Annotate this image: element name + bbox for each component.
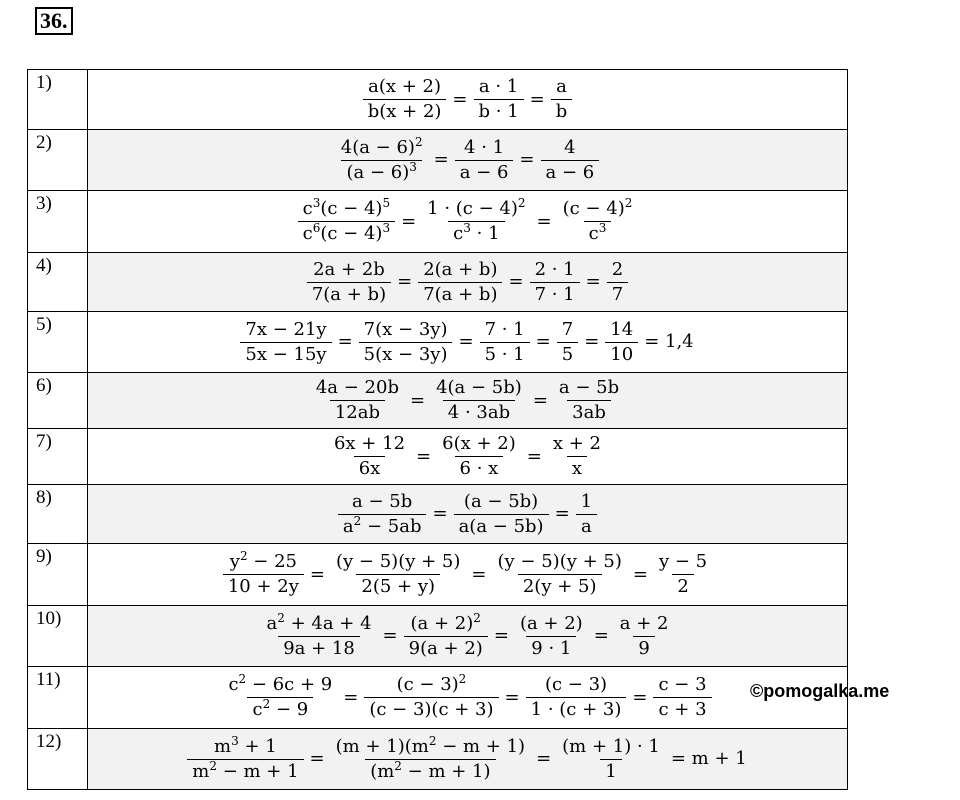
table-row xyxy=(28,253,848,312)
fraction xyxy=(307,260,391,305)
expression xyxy=(240,320,694,365)
table-row xyxy=(28,191,848,253)
operator: = xyxy=(554,503,570,525)
denominator: 10 + 2y xyxy=(223,574,304,597)
fraction xyxy=(261,610,376,659)
expression xyxy=(298,196,638,244)
denominator: 9a + 18 xyxy=(278,636,360,659)
row-number: 2) xyxy=(28,130,88,191)
denominator: 6x xyxy=(354,456,386,479)
operator: = xyxy=(526,445,542,467)
table-row xyxy=(28,130,848,191)
numerator: $(a + 2)^2$ xyxy=(410,610,481,634)
numerator: 6(x + 2) xyxy=(442,433,516,455)
fraction xyxy=(422,196,530,244)
denominator: $m^2 - m + 1$ xyxy=(187,759,303,782)
fraction xyxy=(431,378,527,423)
fraction xyxy=(336,134,428,183)
denominator: $(m^2 - m + 1)$ xyxy=(365,759,495,782)
numerator: $m^3 + 1$ xyxy=(214,733,277,757)
fraction xyxy=(418,260,502,305)
denominator: 4 · 3ab xyxy=(443,400,515,423)
denominator: 2 xyxy=(672,574,693,597)
row-number: 8) xyxy=(28,485,88,544)
fraction xyxy=(311,378,404,423)
table-row xyxy=(28,667,848,729)
numerator: 2(a + b) xyxy=(423,258,498,280)
operator: = xyxy=(433,149,449,171)
expression xyxy=(187,733,747,782)
operator: = xyxy=(504,686,520,708)
table-row xyxy=(28,606,848,667)
denominator: 5x − 15y xyxy=(240,342,331,365)
numerator: $a^2 + 4a + 4$ xyxy=(266,610,372,634)
fraction xyxy=(653,675,711,720)
numerator: c − 3 xyxy=(658,674,707,696)
numerator: 7(x − 3y) xyxy=(363,318,448,340)
operator: = xyxy=(529,88,545,110)
expression xyxy=(363,77,573,122)
expression-cell xyxy=(88,485,848,544)
denominator: 1 · (c + 3) xyxy=(526,697,627,720)
denominator: b xyxy=(551,99,573,122)
operator: = xyxy=(401,210,417,232)
denominator: 9 xyxy=(633,636,654,659)
fraction xyxy=(359,320,453,365)
denominator: $c^3$ xyxy=(584,221,612,244)
numerator: 4(a − 5b) xyxy=(436,377,522,399)
expression-cell xyxy=(88,253,848,312)
numerator: $4(a - 6)^2$ xyxy=(340,134,423,158)
denominator: 7(a + b) xyxy=(307,282,391,305)
fraction xyxy=(557,320,578,365)
numerator: $c^2 - 6c + 9$ xyxy=(228,672,333,696)
operator: = xyxy=(343,686,359,708)
numerator: (a + 2) xyxy=(519,612,583,634)
denominator: (c − 3)(c + 3) xyxy=(364,697,498,720)
expression-cell xyxy=(88,667,848,729)
denominator: c + 3 xyxy=(653,697,711,720)
numerator: a − 5b xyxy=(352,490,413,512)
numerator: (y − 5)(y + 5) xyxy=(497,551,622,573)
row-number: 1) xyxy=(28,70,88,130)
denominator: 7(a + b) xyxy=(418,282,502,305)
fraction xyxy=(554,378,624,423)
numerator: $1 \cdot (c - 4)^2$ xyxy=(427,196,526,220)
denominator: 1 xyxy=(600,759,621,782)
numerator: a · 1 xyxy=(478,76,519,98)
operator: = xyxy=(309,748,325,770)
denominator: b(x + 2) xyxy=(363,99,447,122)
operator: = xyxy=(397,271,413,293)
table-row xyxy=(28,373,848,429)
fraction xyxy=(363,77,447,122)
numerator: $y^2 - 25$ xyxy=(229,549,298,573)
fraction xyxy=(187,733,303,782)
operator: = xyxy=(536,748,552,770)
table-row xyxy=(28,312,848,373)
numerator: 4a − 20b xyxy=(315,377,399,399)
numerator: a − 5b xyxy=(558,377,620,399)
operator: = xyxy=(632,563,648,585)
denominator: 5 · 1 xyxy=(480,342,530,365)
numerator: 2 xyxy=(611,258,624,280)
exercise-number: 36. xyxy=(35,7,73,35)
expression xyxy=(336,134,599,183)
numerator: 1 xyxy=(580,490,593,512)
numerator: a xyxy=(556,76,567,98)
denominator: 5 xyxy=(557,342,578,365)
numerator: 4 xyxy=(564,136,576,158)
numerator: y − 5 xyxy=(658,551,708,573)
table-row xyxy=(28,429,848,485)
fraction xyxy=(526,675,627,720)
numerator: 7 · 1 xyxy=(484,318,525,340)
fraction xyxy=(331,552,465,597)
operator: = xyxy=(471,563,487,585)
numerator: $(c - 3)^2$ xyxy=(396,672,467,696)
operator: = xyxy=(632,686,648,708)
fraction xyxy=(530,260,580,305)
expression-cell xyxy=(88,606,848,667)
numerator: a + 2 xyxy=(619,612,669,634)
fraction xyxy=(298,196,395,244)
row-number: 4) xyxy=(28,253,88,312)
row-number: 3) xyxy=(28,191,88,253)
denominator: $c^2 - 9$ xyxy=(247,697,313,720)
row-number: 9) xyxy=(28,544,88,606)
operator: = xyxy=(532,389,548,411)
numerator: (y − 5)(y + 5) xyxy=(336,551,461,573)
numerator: 7 xyxy=(561,318,574,340)
expression xyxy=(338,492,597,537)
row-number: 6) xyxy=(28,373,88,429)
operator: = xyxy=(337,331,353,353)
row-number: 7) xyxy=(28,429,88,485)
numerator: $c^3(c - 4)^5$ xyxy=(302,196,391,220)
operator: = xyxy=(432,503,448,525)
denominator: 9(a + 2) xyxy=(404,636,488,659)
fraction xyxy=(223,549,304,597)
row-number: 11) xyxy=(28,667,88,729)
operator: = xyxy=(519,149,535,171)
denominator: 2(y + 5) xyxy=(518,574,602,597)
fraction xyxy=(474,77,524,122)
expression-cell xyxy=(88,70,848,130)
row-number: 5) xyxy=(28,312,88,373)
fraction xyxy=(329,434,410,479)
expression-cell xyxy=(88,130,848,191)
operator: = xyxy=(309,563,326,585)
fraction xyxy=(605,320,638,365)
expression-cell xyxy=(88,729,848,790)
denominator: a − 6 xyxy=(455,160,514,183)
fraction xyxy=(493,552,627,597)
operator: = xyxy=(409,389,426,411)
fraction xyxy=(331,733,530,782)
numerator: 6x + 12 xyxy=(333,433,406,455)
numerator: (m + 1) · 1 xyxy=(562,735,660,757)
operator: = xyxy=(382,625,398,647)
fraction xyxy=(615,614,674,659)
denominator: a(a − 5b) xyxy=(454,514,549,537)
denominator: 7 xyxy=(607,282,628,305)
operator: = xyxy=(536,210,552,232)
denominator: $(a - 6)^3$ xyxy=(341,160,421,183)
fraction xyxy=(548,434,606,479)
operator: = xyxy=(508,271,524,293)
fraction xyxy=(455,138,514,183)
fraction xyxy=(607,260,628,305)
denominator: b · 1 xyxy=(474,99,524,122)
denominator: 5(x − 3y) xyxy=(359,342,453,365)
expression xyxy=(329,434,606,479)
fraction xyxy=(541,138,600,183)
denominator: 6 · x xyxy=(455,456,504,479)
expression-cell xyxy=(88,312,848,373)
expression xyxy=(311,378,624,423)
numerator: 4 · 1 xyxy=(464,136,505,158)
denominator: x xyxy=(567,456,587,479)
fraction xyxy=(576,492,597,537)
watermark-text: ©pomogalka.me xyxy=(750,681,890,701)
fraction xyxy=(364,672,498,720)
operator: = xyxy=(416,445,432,467)
operator: = xyxy=(493,625,509,647)
expression-cell xyxy=(88,191,848,253)
fraction xyxy=(223,672,337,720)
numerator: (a − 5b) xyxy=(463,490,539,512)
table-row xyxy=(28,485,848,544)
fraction xyxy=(480,320,530,365)
fraction xyxy=(551,77,573,122)
operator: = xyxy=(593,625,609,647)
denominator: 12ab xyxy=(330,400,385,423)
numerator: a(x + 2) xyxy=(368,76,442,98)
operator: = m + 1 xyxy=(670,748,747,770)
denominator: $a^2 - 5ab$ xyxy=(338,514,427,537)
fraction xyxy=(437,434,521,479)
row-number: 12) xyxy=(28,729,88,790)
row-number: 10) xyxy=(28,606,88,667)
denominator: $c^3 \cdot 1$ xyxy=(448,221,504,244)
denominator: a xyxy=(576,514,597,537)
fraction xyxy=(654,552,712,597)
denominator: 9 · 1 xyxy=(526,636,576,659)
fraction xyxy=(558,196,638,244)
denominator: 10 xyxy=(605,342,638,365)
fraction xyxy=(454,492,549,537)
expression-cell xyxy=(88,373,848,429)
fraction xyxy=(338,492,427,537)
expression-cell xyxy=(88,429,848,485)
table-row xyxy=(28,544,848,606)
expression-cell xyxy=(88,544,848,606)
table-row xyxy=(28,729,848,790)
denominator: 2(5 + y) xyxy=(356,574,440,597)
numerator: 2a + 2b xyxy=(313,258,385,280)
numerator: 2 · 1 xyxy=(534,258,575,280)
operator: = xyxy=(452,88,468,110)
table-row xyxy=(28,70,848,130)
operator: = xyxy=(585,271,601,293)
operator: = xyxy=(535,331,551,353)
denominator: 3ab xyxy=(567,400,611,423)
expression xyxy=(307,260,628,305)
denominator: a − 6 xyxy=(541,160,600,183)
fraction xyxy=(240,320,331,365)
denominator: 7 · 1 xyxy=(530,282,580,305)
numerator: x + 2 xyxy=(552,433,601,455)
numerator: $(c - 4)^2$ xyxy=(562,196,633,220)
operator: = xyxy=(584,331,600,353)
fraction xyxy=(404,610,488,659)
fraction xyxy=(557,737,665,782)
expression xyxy=(261,610,673,659)
solutions-table xyxy=(27,69,848,790)
operator: = 1,4 xyxy=(644,331,694,353)
expression xyxy=(223,549,712,597)
numerator: 14 xyxy=(610,318,634,340)
fraction xyxy=(515,614,588,659)
numerator: (c − 3) xyxy=(544,674,608,696)
expression xyxy=(223,672,711,720)
operator: = xyxy=(458,331,474,353)
denominator: $c^6(c - 4)^3$ xyxy=(298,221,395,244)
numerator: $(m + 1)(m^2 - m + 1)$ xyxy=(335,733,526,757)
numerator: 7x − 21y xyxy=(245,318,327,340)
